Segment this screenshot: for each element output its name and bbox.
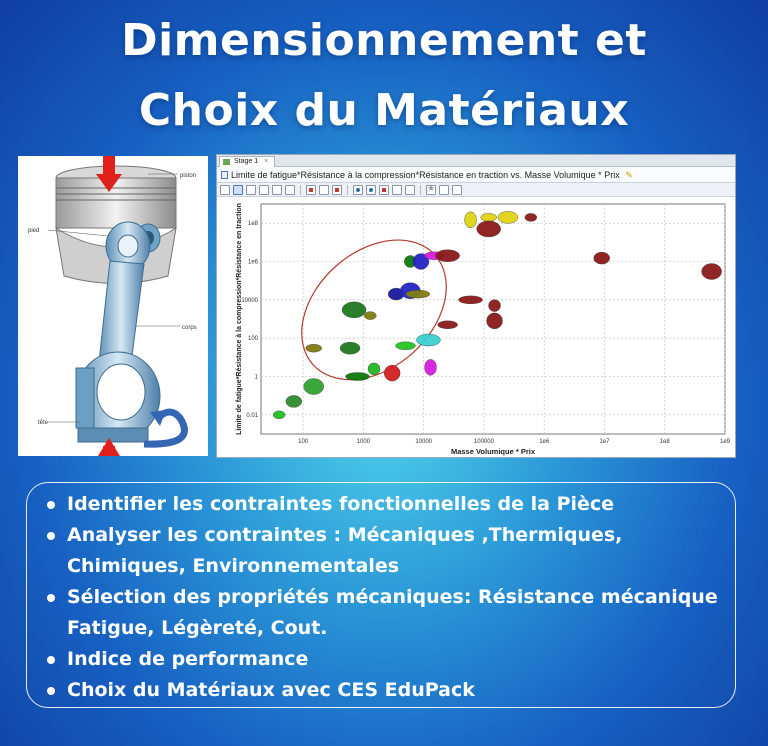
label-corps: corps — [182, 325, 197, 331]
data-point[interactable] — [594, 252, 610, 264]
piston-drawing — [18, 156, 208, 456]
ces-edupack-window — [216, 154, 736, 458]
x-tick-label: 1e9 — [719, 439, 731, 445]
label-piston: piston — [180, 173, 197, 179]
title-line-2: Choix du Matériaux — [138, 85, 630, 136]
ashby-chart[interactable] — [217, 198, 735, 457]
toolbar-separator — [347, 185, 348, 195]
key-point-item: Analyser les contraintes : Mécaniques ,Thermiques, Chimiques, Environnementales — [43, 520, 727, 582]
pencil-icon[interactable] — [439, 185, 449, 195]
data-point[interactable] — [459, 296, 483, 304]
line-tool-icon[interactable] — [246, 185, 256, 195]
tab-label: Stage 1 — [234, 158, 259, 165]
data-point[interactable] — [364, 312, 376, 320]
x-tick-label: 10000 — [415, 439, 433, 445]
find-icon[interactable] — [319, 185, 329, 195]
label-pied: pied — [28, 228, 40, 234]
toolbar-separator — [420, 185, 421, 195]
x-tick-label: 1e7 — [599, 439, 610, 445]
pointer-icon[interactable] — [233, 185, 243, 195]
key-point-item: Identifier les contraintes fonctionnelles de la Pièce — [43, 489, 727, 520]
x-tick-label: 1e8 — [659, 439, 670, 445]
data-point[interactable] — [340, 342, 360, 354]
star-icon[interactable] — [426, 185, 436, 195]
tab-stage-1[interactable] — [219, 156, 275, 167]
chart-header-title: Limite de fatigue*Résistance à la compression*Résistance en traction vs. Masse Volumique * Prix — [231, 170, 620, 180]
data-point[interactable] — [342, 302, 366, 318]
y-tick-label: 1 — [254, 374, 258, 381]
x-tick-label: 1000 — [356, 439, 371, 445]
document-icon — [221, 171, 228, 179]
y-tick-label: 0.01 — [246, 412, 258, 419]
chart-area[interactable] — [217, 198, 735, 457]
data-point[interactable] — [702, 264, 722, 280]
data-point[interactable] — [487, 313, 503, 329]
data-point[interactable] — [481, 213, 497, 221]
x-tick-label: 1e6 — [539, 439, 550, 445]
page-title — [0, 6, 768, 146]
delete-icon[interactable] — [332, 185, 342, 195]
key-point-item: Choix du Matériaux avec CES EduPack — [43, 675, 727, 706]
toolbar-separator — [300, 185, 301, 195]
data-point[interactable] — [304, 379, 324, 395]
data-point[interactable] — [368, 363, 380, 375]
label-tete: tête — [38, 420, 49, 426]
tools-icon[interactable] — [379, 185, 389, 195]
data-point[interactable] — [273, 411, 285, 419]
data-point[interactable] — [416, 334, 440, 346]
y-tick-label: 10000 — [241, 297, 258, 304]
piston-illustration — [18, 156, 208, 456]
x-tick-label: 100000 — [473, 439, 494, 445]
chart-icon[interactable] — [220, 185, 230, 195]
data-point[interactable] — [477, 221, 501, 237]
data-point[interactable] — [425, 359, 437, 375]
force-arrow-top — [103, 156, 115, 176]
data-point[interactable] — [489, 300, 501, 312]
data-point[interactable] — [525, 213, 537, 221]
edit-pencil-icon[interactable]: ✎ — [625, 170, 633, 180]
y-tick-label: 100 — [247, 336, 258, 343]
box-select-icon[interactable] — [259, 185, 269, 195]
tab-bar — [217, 155, 735, 167]
data-point[interactable] — [306, 344, 322, 352]
chart-toolbar — [217, 183, 735, 197]
data-point[interactable] — [396, 342, 416, 350]
key-point-item: Indice de performance — [43, 644, 727, 675]
mask-icon[interactable] — [366, 185, 376, 195]
data-point[interactable] — [406, 290, 430, 298]
filter-icon[interactable] — [392, 185, 402, 195]
close-icon[interactable]: × — [264, 158, 269, 165]
zoom-icon[interactable] — [285, 185, 295, 195]
chart-tab-icon — [223, 159, 230, 165]
key-points-list — [43, 489, 727, 706]
data-point[interactable] — [438, 321, 458, 329]
y-axis-label: Limite de fatigue*Résistance à la compression*Résistance en traction — [236, 203, 243, 435]
label-icon[interactable] — [306, 185, 316, 195]
key-points-box — [26, 482, 736, 708]
y-tick-label: 1e6 — [247, 259, 258, 266]
data-point[interactable] — [286, 395, 302, 407]
settings-icon[interactable] — [405, 185, 415, 195]
color-icon[interactable] — [353, 185, 363, 195]
x-axis-label: Masse Volumique * Prix — [450, 447, 536, 456]
data-point[interactable] — [346, 373, 370, 381]
key-point-item: Sélection des propriétés mécaniques: Résistance mécanique Fatigue, Légèreté, Cout. — [43, 582, 727, 644]
data-point[interactable] — [498, 211, 518, 223]
y-tick-label: 1e8 — [247, 221, 258, 228]
data-point[interactable] — [384, 365, 400, 381]
chart-header — [217, 167, 735, 183]
grid-icon[interactable] — [272, 185, 282, 195]
data-point[interactable] — [465, 212, 477, 228]
export-icon[interactable] — [452, 185, 462, 195]
data-point[interactable] — [436, 250, 460, 262]
title-line-1: Dimensionnement et — [121, 15, 647, 66]
x-tick-label: 100 — [298, 439, 309, 445]
